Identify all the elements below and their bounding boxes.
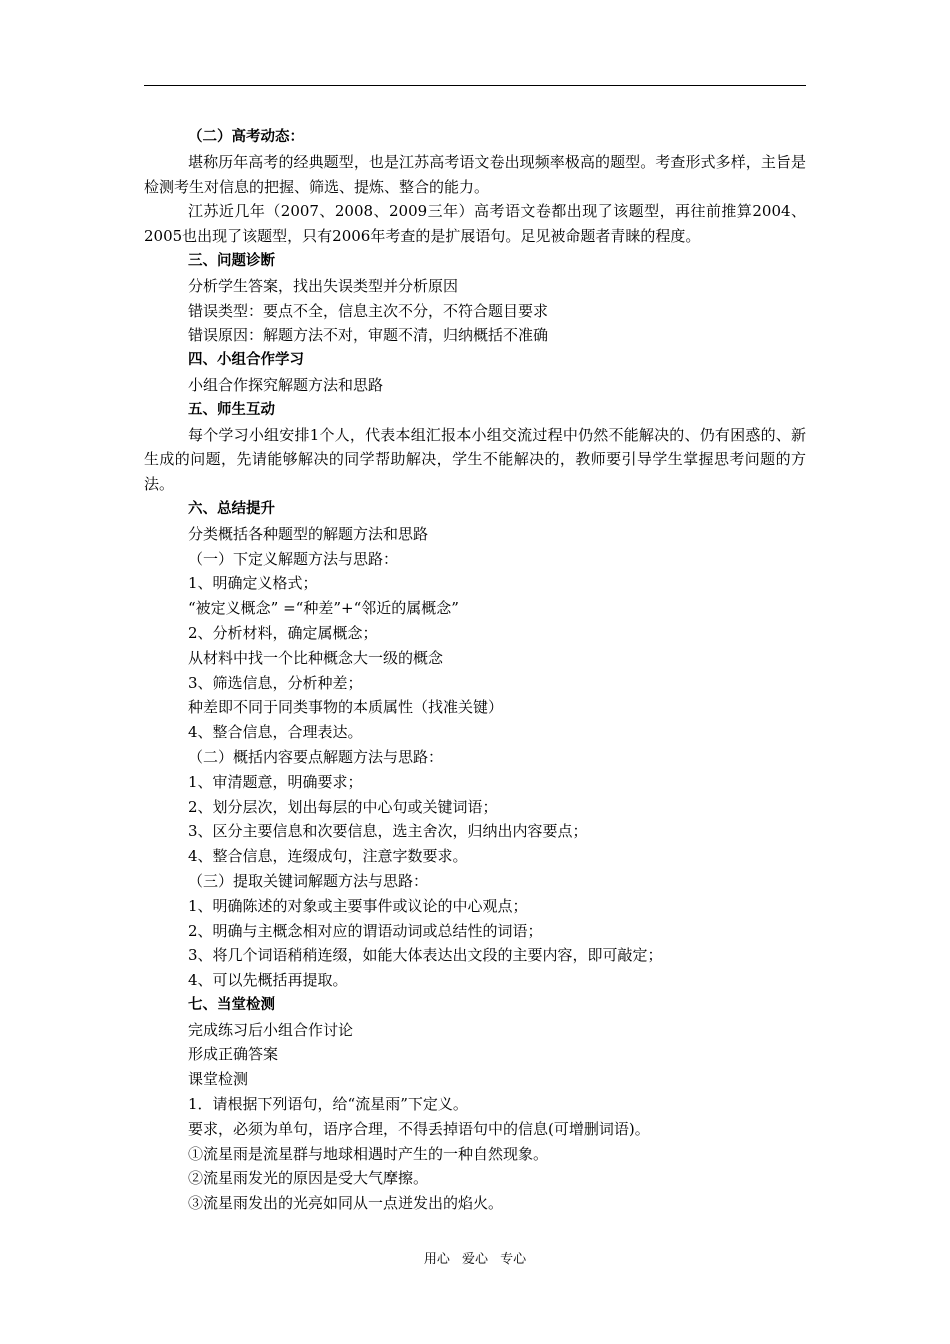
list-item: 4、可以先概括再提取。	[188, 971, 348, 990]
list-item: 3、筛选信息，分析种差；	[188, 673, 363, 692]
text-line: 课堂检测	[188, 1070, 249, 1089]
section-heading: 四、小组合作学习	[188, 352, 304, 369]
list-item: 1、审清题意，明确要求；	[188, 772, 363, 791]
document-body	[144, 125, 806, 1216]
text-line: “被定义概念” =“种差”+“邻近的属概念”	[188, 599, 459, 618]
text-line: 错误原因：解题方法不对，审题不清，归纳概括不准确	[188, 326, 549, 345]
paragraph: 堪称历年高考的经典题型，也是江苏高考语文卷出现频率极高的题型。考查形式多样，主旨是检测考生对信息的把握、筛选、提炼、整合的能力。	[144, 152, 806, 196]
list-item: 3、区分主要信息和次要信息，选主舍次，归纳出内容要点；	[188, 822, 588, 841]
list-item: 2、划分层次，划出每层的中心句或关键词语；	[188, 797, 498, 816]
list-item: 3、将几个词语稍稍连缀，如能大体表达出文段的主要内容，即可敲定；	[188, 946, 663, 965]
text-line: 种差即不同于同类事物的本质属性（找准关键）	[188, 698, 504, 717]
list-item: 4、整合信息，连缀成句，注意字数要求。	[188, 847, 468, 866]
list-item: 1、明确定义格式；	[188, 574, 318, 593]
subsection-title: （二）概括内容要点解题方法与思路：	[188, 747, 444, 766]
exercise-sentence: ①流星雨是流星群与地球相遇时产生的一种自然现象。	[188, 1144, 549, 1163]
list-item: 2、分析材料，确定属概念；	[188, 623, 378, 642]
list-item: 1、明确陈述的对象或主要事件或议论的中心观点；	[188, 896, 528, 915]
paragraph: 江苏近几年（2007、2008、2009三年）高考语文卷都出现了该题型，再往前推算2004、2005也出现了该题型，只有2006年考查的是扩展语句。足见被命题者青睐的程度。	[144, 202, 806, 246]
exercise-sentence: ③流星雨发出的光亮如同从一点迸发出的焰火。	[188, 1194, 504, 1213]
subheading-exam-trend: （二）高考动态：	[188, 129, 304, 145]
header-rule	[144, 85, 806, 86]
text-line: 分析学生答案，找出失误类型并分析原因	[188, 276, 459, 295]
text-line: 分类概括各种题型的解题方法和思路	[188, 524, 429, 543]
section-heading: 五、师生互动	[188, 401, 275, 418]
list-item: 2、明确与主概念相对应的谓语动词或总结性的词语；	[188, 921, 543, 940]
paragraph: 每个学习小组安排1个人，代表本组汇报本小组交流过程中仍然不能解决的、仍有困惑的、新生成的问题，先请能够解决的同学帮助解决，学生不能解决的，教师要引导学生掌握思考问题的方法。	[144, 425, 806, 494]
subsection-title: （三）提取关键词解题方法与思路：	[188, 871, 429, 890]
list-item: 4、整合信息，合理表达。	[188, 723, 363, 742]
text-line: 小组合作探究解题方法和思路	[188, 375, 384, 394]
exercise-question: 1．请根据下列语句，给“流星雨”下定义。	[188, 1095, 468, 1114]
section-heading: 七、当堂检测	[188, 996, 275, 1013]
page-footer: 用心 爱心 专心	[423, 1252, 527, 1267]
subsection-title: （一）下定义解题方法与思路：	[188, 549, 399, 568]
section-heading: 六、总结提升	[188, 500, 275, 517]
exercise-sentence: ②流星雨发光的原因是受大气摩擦。	[188, 1169, 429, 1188]
text-line: 完成练习后小组合作讨论	[188, 1020, 354, 1039]
exercise-requirement: 要求，必须为单句，语序合理，不得丢掉语句中的信息(可增删词语)。	[188, 1119, 650, 1138]
text-line: 形成正确答案	[188, 1045, 279, 1064]
text-line: 从材料中找一个比种概念大一级的概念	[188, 648, 444, 667]
text-line: 错误类型：要点不全，信息主次不分，不符合题目要求	[188, 301, 549, 320]
section-heading: 三、问题诊断	[188, 252, 275, 269]
